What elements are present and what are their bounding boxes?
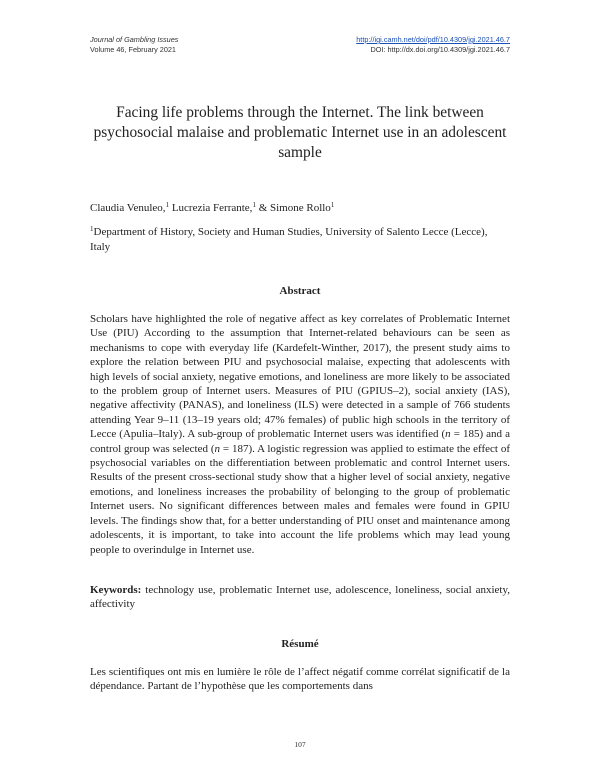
doi-text: DOI: http://dx.doi.org/10.4309/jgi.2021.46.7 [370, 45, 510, 54]
page-number: 107 [294, 740, 306, 749]
author-list [90, 198, 334, 215]
author-venuleo: Claudia Venuleo, [90, 202, 166, 214]
keywords [90, 583, 510, 612]
keywords-text: technology use, problematic Internet use, adolescence, loneliness, social anxiety, affectivity [90, 584, 510, 611]
journal-name: Journal of Gambling Issues [90, 35, 179, 44]
affiliation-text: Department of History, Society and Human Studies, University of Salento Lecce (Lecce), Italy [90, 226, 488, 253]
n-symbol: n [445, 428, 451, 441]
journal-volume: Volume 46, February 2021 [90, 45, 176, 54]
abstract-body: Scholars have highlighted the role of negative affect as key correlates of Problematic Internet Use (PIU) According to the assumption that Internet-related behaviours can be seen as mechanisms to cope with everyday life (Kardefelt-Winther, 2017), the present study aims to explore the relation between PIU and psychosocial malaise, expecting that adolescents with high levels of social anxiety, negative emotions, and loneliness are more likely to be associated to the problem group of Internet users. Measures of PIU (GPIUS–2), social anxiety (IAS), negative affectivity (PANAS), and loneliness (ILS) were detected in a sample of 766 students attending Year 9–11 (13–19 years old; 47% females) of public high schools in the territory of Lecce (Apulia–Italy). A sub-group of problematic Internet users was identified (n = 185) and a control group was selected (n = 187). A logistic regression was applied to estimate the effect of psychosocial variables on the differentiation between problematic and control Internet users. Results of the present cross-sectional study show that a higher level of social anxiety, negative emotions, and loneliness increases the probability of belonging to the group of problematic Internet users. No significant differences between males and females were found in GPIU levels. The findings show that, for a better understanding of PIU onset and maintenance among adolescents, it is important, to take into account the life problems which may lead young people to overindulge in Internet use. [90, 313, 510, 556]
n-symbol: n [214, 442, 220, 455]
affiliation [90, 222, 510, 255]
author-affil-sup: 1 [252, 201, 256, 209]
affiliation-sup: 1 [90, 225, 94, 233]
author-affil-sup: 1 [165, 201, 170, 209]
author-affil-sup: 1 [330, 201, 335, 209]
author-rollo: & Simone Rollo [255, 202, 331, 214]
author-ferrante: Lucrezia Ferrante, [169, 202, 253, 214]
doi-header [356, 35, 510, 55]
abstract-heading: Abstract [279, 285, 321, 297]
paper-title: Facing life problems through the Internet. The link between psychosocial malaise and problematic Internet use in an adolescent sample [93, 104, 507, 161]
journal-header [90, 35, 178, 55]
article-url-link[interactable]: http://igi.camh.net/doi/pdf/10.4309/jgi.2021.46.7 [356, 35, 510, 44]
resume-heading: Résumé [281, 638, 319, 650]
keywords-label: Keywords: [90, 584, 142, 596]
resume-body: Les scientifiques ont mis en lumière le rôle de l’affect négatif comme corrélat significatif de la dépendance. Partant de l’hypothèse que les comportements dans [90, 666, 510, 693]
